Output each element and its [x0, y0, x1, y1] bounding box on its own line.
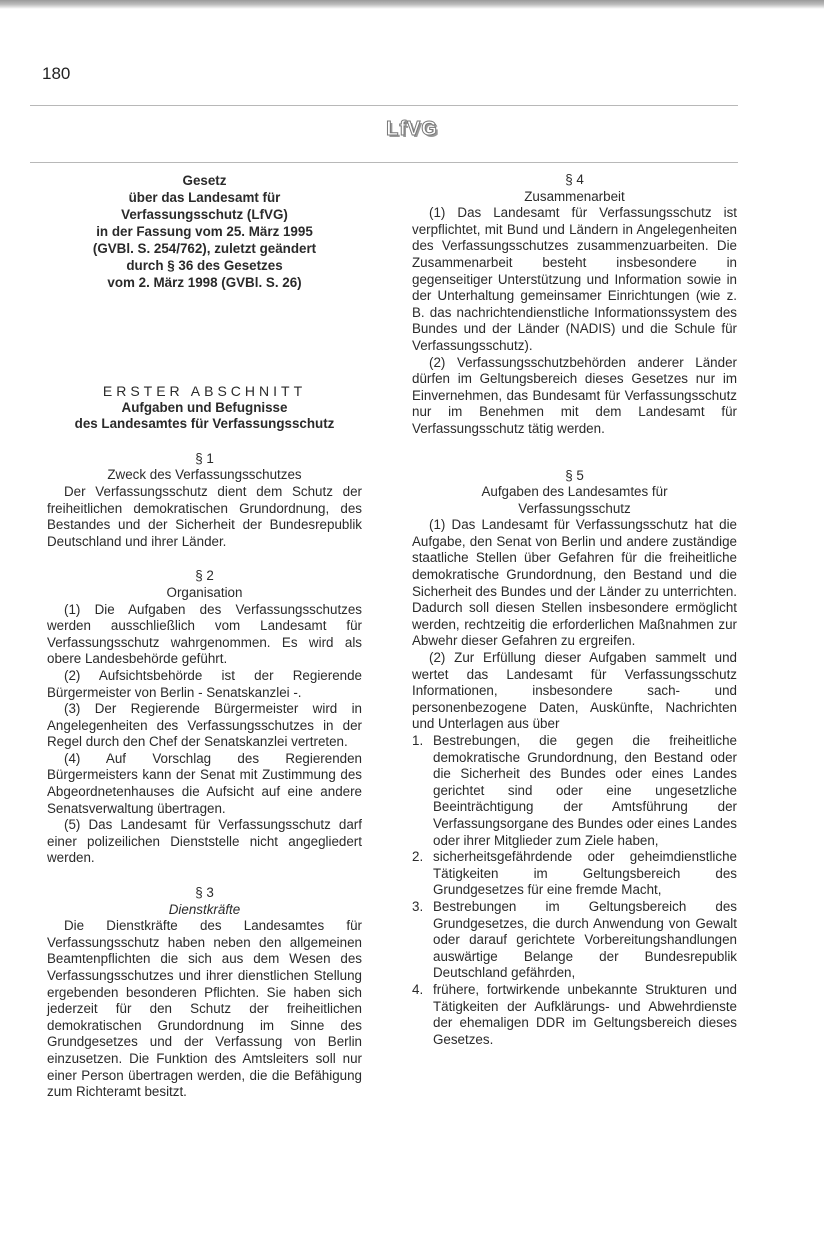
- section-title: Verfassungsschutz: [518, 500, 631, 516]
- section-paragraph: (2) Aufsichtsbehörde ist der Regierende Bürgermeister von Berlin - Senatskanzlei -.: [47, 667, 362, 700]
- header-rule-bottom: [30, 162, 738, 163]
- section-number: § 5: [565, 467, 584, 483]
- section-2: [47, 568, 362, 867]
- page-number: 180: [42, 64, 71, 83]
- list-item-number: 1.: [412, 733, 424, 748]
- section-text: Der Verfassungsschutz dient dem Schutz der freiheitlichen demokratischen Grundordnung, des Bestandes und der Sicherheit der Bundesrepublik Deutschland und ihrer Länder.: [47, 483, 362, 549]
- part-label: ERSTER ABSCHNITT: [102, 383, 307, 399]
- law-title-line: Verfassungsschutz (LfVG): [121, 207, 288, 222]
- part-title-line: des Landesamtes für Verfassungsschutz: [74, 416, 335, 432]
- section-4: [412, 172, 737, 438]
- section-paragraph: (1) Das Landesamt für Verfassungsschutz hat die Aufgabe, den Senat von Berlin und andere zuständige staatliche Stellen über Gefahren für die freiheitliche demokratische Grundordnung, den Bestand und die Sicherheit des Bundes und der Länder zu unterrichten. Dadurch soll diesen Stellen insbesondere ermöglicht werden, rechtzeitig die erforderlichen Maßnahmen zur Abwehr dieser Gefahren zu ergreifen.: [412, 517, 737, 649]
- right-column: [412, 172, 737, 1048]
- section-title: Organisation: [166, 584, 243, 600]
- section-number: § 3: [195, 885, 214, 901]
- law-title-line: in der Fassung vom 25. März 1995: [96, 224, 313, 239]
- section-paragraph: (2) Zur Erfüllung dieser Aufgaben sammelt und wertet das Landesamt für Verfassungsschutz Informationen, insbesondere sach- und personenbezogene Daten, Auskünfte, Nachrichten und Unterlagen aus über: [412, 650, 737, 732]
- list-item-number: 3.: [412, 898, 424, 914]
- part-heading: [47, 383, 362, 433]
- scan-edge-shadow: [0, 0, 824, 9]
- list-item-text: Bestrebungen, die gegen die freiheitliche demokratische Grundordnung, den Bestand oder die Sicherheit des Bundes oder eines Landes gerichtet sind oder eine ungesetzliche Beeinträchtigung der Amtsführung der Verfassungsorgane des Bundes oder eines Landes oder ihrer Mitglieder zum Ziele haben,: [433, 733, 737, 848]
- section-5: [412, 468, 737, 1049]
- part-title-line: Aufgaben und Befugnisse: [121, 399, 288, 415]
- section-3: [47, 885, 362, 1101]
- list-item: [412, 898, 737, 982]
- section-title: Zusammenarbeit: [524, 188, 625, 204]
- lfvg-logo: LfVG: [386, 118, 438, 140]
- list-item-number: 2.: [412, 849, 424, 865]
- left-column: [47, 172, 362, 1101]
- list-item: [412, 733, 737, 849]
- law-title-line: über das Landesamt für: [128, 190, 281, 205]
- list-item-text: frühere, fortwirkende unbekannte Strukturen und Tätigkeiten der Aufklärungs- und Abwehrdienste der ehemaligen DDR im Geltungsbereich dieses Gesetzes.: [433, 981, 737, 1047]
- section-paragraph: (1) Die Aufgaben des Verfassungsschutzes werden ausschließlich vom Landesamt für Verfassungsschutz wahrgenommen. Es wird als obere Landesbehörde geführt.: [47, 601, 362, 667]
- law-title-line: Gesetz: [182, 173, 227, 188]
- section-paragraph: (5) Das Landesamt für Verfassungsschutz darf einer polizeilichen Dienststelle nicht angegliedert werden.: [47, 817, 362, 866]
- section-title: Zweck des Verfassungsschutzes: [107, 467, 302, 483]
- header-rule-top: [30, 105, 738, 106]
- section-text: Die Dienstkräfte des Landesamtes für Verfassungsschutz haben neben den allgemeinen Beamtenpflichten die sich aus dem Wesen des Verfassungsschutzes und ihrer dienstlichen Stellung ergebenden besonderen Pflichten. Sie haben sich jederzeit für den Schutz der freiheitlichen demokratischen Grundordnung im Sinne des Grundgesetzes und der Verfassung von Berlin einzusetzen. Die Funktion des Amtsleiters soll nur einer Person übertragen werden, die die Befähigung zum Richteramt besitzt.: [47, 918, 362, 1100]
- section-paragraph: (3) Der Regierende Bürgermeister wird in Angelegenheiten des Verfassungsschutzes in der Regel durch den Chef der Senatskanzlei vertreten.: [47, 701, 362, 750]
- section-paragraph: (4) Auf Vorschlag des Regierenden Bürgermeisters kann der Senat mit Zustimmung des Abgeordnetenhauses die Aufsicht auf eine andere Senatsverwaltung übertragen.: [47, 750, 362, 816]
- section-number: § 1: [195, 450, 214, 466]
- list-item-text: sicherheitsgefährdende oder geheimdienstliche Tätigkeiten im Geltungsbereich des Grundgesetzes für eine fremde Macht,: [433, 849, 737, 898]
- list-item: [412, 981, 737, 1048]
- law-title-line: (GVBl. S. 254/762), zuletzt geändert: [92, 241, 317, 256]
- section-paragraph: (1) Das Landesamt für Verfassungsschutz ist verpflichtet, mit Bund und Ländern in Angelegenheiten des Verfassungsschutzes zusammenzuarbeiten. Die Zusammenarbeit besteht insbesondere in gegenseitiger Unterstützung und Information sowie in der Unterhaltung gemeinsamer Einrichtungen (wie z. B. das nachrichtendienstliche Informationssystem des Bundes und der Länder (NADIS) und die Schule für Verfassungsschutz).: [412, 205, 737, 353]
- section-title: Aufgaben des Landesamtes für: [481, 484, 668, 500]
- enumerated-list: [412, 733, 737, 1048]
- section-1: [47, 451, 362, 551]
- section-title: Dienstkräfte: [168, 901, 241, 917]
- section-paragraph: (2) Verfassungsschutzbehörden anderer Länder dürfen im Geltungsbereich dieses Gesetzes nur im Einvernehmen, das Bundesamt für Verfassungsschutz nur im Benehmen mit dem Landesamt für Verfassungsschutz tätig werden.: [412, 354, 737, 436]
- law-title-line: vom 2. März 1998 (GVBl. S. 26): [107, 275, 302, 290]
- section-number: § 2: [195, 568, 214, 584]
- list-item-text: Bestrebungen im Geltungsbereich des Grundgesetzes, die durch Anwendung von Gewalt oder darauf gerichtete Vorbereitungshandlungen auswärtige Belange der Bundesrepublik Deutschland gefährden,: [433, 898, 737, 981]
- law-title: [47, 172, 362, 291]
- section-number: § 4: [565, 172, 584, 187]
- list-item: [412, 849, 737, 899]
- list-item-number: 4.: [412, 981, 424, 997]
- law-title-line: durch § 36 des Gesetzes: [126, 258, 283, 273]
